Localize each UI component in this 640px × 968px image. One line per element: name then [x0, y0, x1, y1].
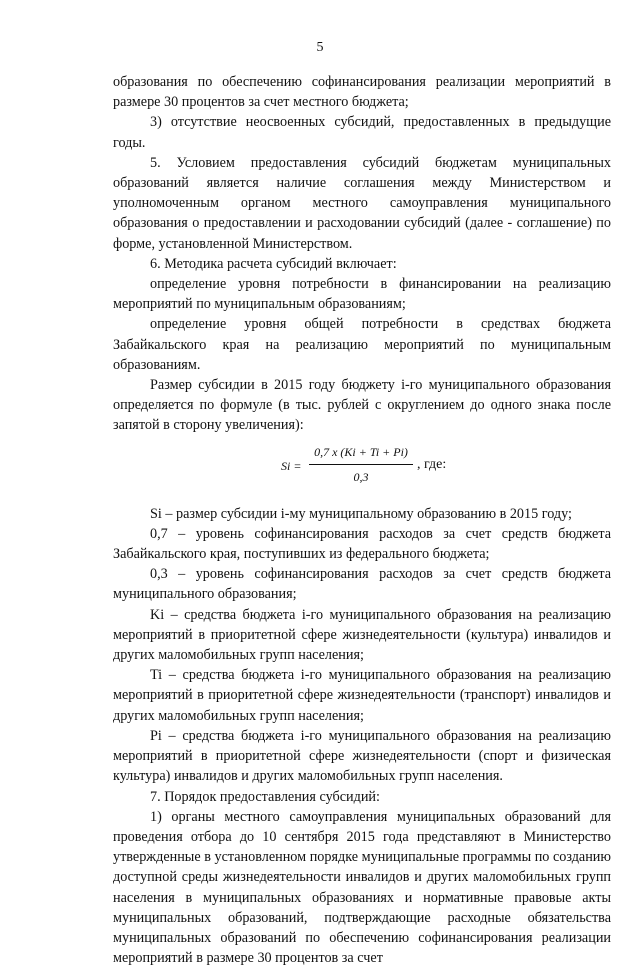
- formula-lhs: Si =: [281, 458, 302, 473]
- document-body: [113, 72, 611, 968]
- definition-ti: Ti – средства бюджета i-го муниципального образования на реализацию мероприятий в приоритетной сфере жизнедеятельности (транспорт) инвалидов и других маломобильных групп населения;: [113, 667, 611, 724]
- subsidy-formula: [113, 440, 611, 494]
- definition-si: Si – размер субсидии i-му муниципальному образованию в 2015 году;: [150, 505, 572, 522]
- formula-denominator: 0,3: [353, 469, 369, 484]
- paragraph-item-3: 3) отсутствие неосвоенных субсидий, предоставленных в предыдущие годы.: [113, 114, 611, 151]
- paragraph-continuation: образования по обеспечению софинансирования реализации мероприятий в размере 30 процентов за счет местного бюджета;: [113, 74, 611, 111]
- definition-pi: Pi – средства бюджета i-го муниципального образования на реализацию мероприятий в приоритетной сфере жизнедеятельности (спорт и физическая культура) инвалидов и других маломобильных групп населения.: [113, 727, 611, 785]
- formula-numerator: 0,7 x (Ki + Ti + Pi): [309, 442, 413, 465]
- definition-0-7: 0,7 – уровень софинансирования расходов за счет средств бюджета Забайкальского края, поступивших из федерального бюджета;: [113, 525, 611, 563]
- paragraph-subsidy-size: Размер субсидии в 2015 году бюджету i-го муниципального образования определяется по формуле (в тыс. рублей с округлением до одного знака после запятой в сторону увеличения):: [113, 377, 611, 434]
- formula-fraction: [309, 442, 413, 487]
- paragraph-section-6: 6. Методика расчета субсидий включает:: [150, 255, 397, 272]
- definition-0-3: 0,3 – уровень софинансирования расходов за счет средств бюджета муниципального образования;: [113, 566, 611, 603]
- paragraph-section-7: 7. Порядок предоставления субсидий:: [150, 788, 380, 805]
- page-number: 5: [316, 40, 324, 55]
- definition-ki: Ki – средства бюджета i-го муниципального образования на реализацию мероприятий в приоритетной сфере жизнедеятельности (культура) инвалидов и других маломобильных групп населения;: [113, 606, 611, 664]
- paragraph-section-5: 5. Условием предоставления субсидий бюджетам муниципальных образований является наличие соглашения между Министерством и уполномоченным органом местного самоуправления муниципального образования о предоставлении и расходовании субсидий (далее - соглашение) по форме, установленной Министерством.: [113, 154, 611, 252]
- paragraph-need-level: определение уровня потребности в финансировании на реализацию мероприятий по муниципальным образованиям;: [113, 276, 611, 313]
- formula-tail: , где:: [417, 456, 447, 472]
- paragraph-item-1: 1) органы местного самоуправления муниципальных образований для проведения отбора до 10 сентября 2015 года представляют в Министерство утвержденные в установленном порядке муниципальные программы по созданию доступной среды жизнедеятельности инвалидов и других маломобильных групп населения в муниципальных образованиях и нормативные правовые акты муниципальных образований, подтверждающие расходные обязательства муниципальных образований по обеспечению софинансирования реализации мероприятий в размере 30 процентов за счет: [113, 808, 611, 967]
- paragraph-total-need: определение уровня общей потребности в средствах бюджета Забайкальского края на реализацию мероприятий по муниципальным образованиям.: [113, 316, 611, 373]
